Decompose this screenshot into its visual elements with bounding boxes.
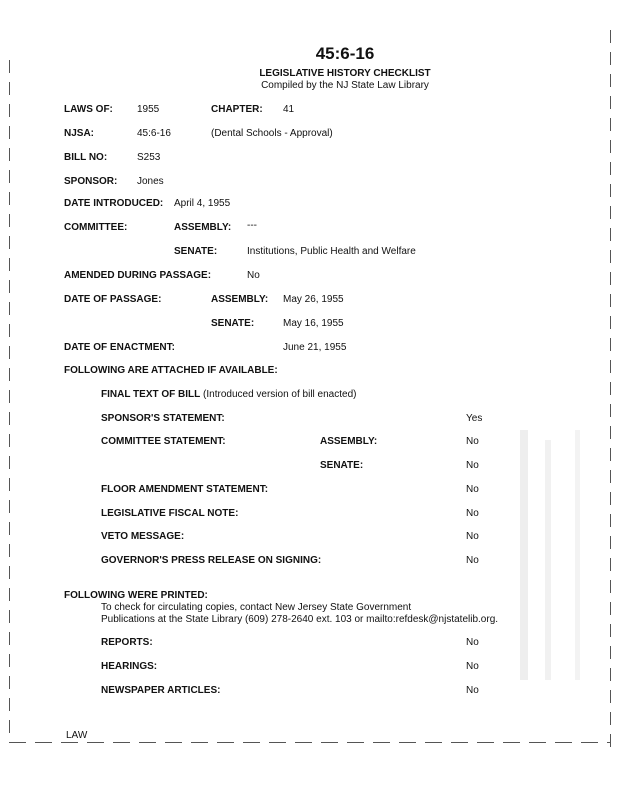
reports-value: No — [466, 637, 479, 648]
reports-label: REPORTS: — [101, 637, 153, 648]
committee-senate-label: SENATE: — [174, 246, 218, 257]
bill-no-label: BILL NO: — [64, 152, 108, 163]
committee-label: COMMITTEE: — [64, 222, 128, 233]
checklist-title: LEGISLATIVE HISTORY CHECKLIST — [259, 68, 431, 79]
committee-assembly-label: ASSEMBLY: — [174, 222, 232, 233]
enactment-value: June 21, 1955 — [283, 342, 347, 353]
fiscal-note-label: LEGISLATIVE FISCAL NOTE: — [101, 508, 239, 519]
scan-artifact — [575, 430, 580, 680]
newspaper-label: NEWSPAPER ARTICLES: — [101, 685, 221, 696]
floor-amendment-label: FLOOR AMENDMENT STATEMENT: — [101, 484, 269, 495]
scan-artifact — [545, 440, 551, 680]
committee-statement-assembly-label: ASSEMBLY: — [320, 436, 378, 447]
scan-artifact — [520, 430, 528, 680]
njsa-value: 45:6-16 — [137, 128, 171, 139]
veto-label: VETO MESSAGE: — [101, 531, 185, 542]
amended-label: AMENDED DURING PASSAGE: — [64, 270, 212, 281]
floor-amendment-value: No — [466, 484, 479, 495]
passage-assembly-value: May 26, 1955 — [283, 294, 344, 305]
amended-value: No — [247, 270, 260, 281]
footer-law-label: LAW — [66, 730, 88, 741]
governor-label: GOVERNOR'S PRESS RELEASE ON SIGNING: — [101, 555, 322, 566]
veto-value: No — [466, 531, 479, 542]
chapter-value: 41 — [283, 104, 295, 115]
bill-no-value: S253 — [137, 152, 161, 163]
attached-heading: FOLLOWING ARE ATTACHED IF AVAILABLE: — [64, 365, 278, 376]
sponsor-value: Jones — [137, 176, 164, 187]
committee-statement-senate-value: No — [466, 460, 479, 471]
committee-statement-label: COMMITTEE STATEMENT: — [101, 436, 226, 447]
compiled-by: Compiled by the NJ State Law Library — [261, 80, 429, 91]
date-introduced-value: April 4, 1955 — [174, 198, 231, 209]
sponsor-label: SPONSOR: — [64, 176, 118, 187]
njsa-description: (Dental Schools - Approval) — [211, 128, 333, 139]
newspaper-value: No — [466, 685, 479, 696]
final-text-label: FINAL TEXT OF BILL — [101, 389, 201, 400]
hearings-label: HEARINGS: — [101, 661, 158, 672]
printed-heading: FOLLOWING WERE PRINTED: — [64, 590, 208, 601]
committee-statement-assembly-value: No — [466, 436, 479, 447]
enactment-label: DATE OF ENACTMENT: — [64, 342, 175, 353]
printed-note-line2: Publications at the State Library (609) 278-2640 ext. 103 or mailto:refdesk@njstatelib.org. — [101, 614, 499, 625]
sponsor-statement-value: Yes — [466, 413, 483, 424]
passage-senate-label: SENATE: — [211, 318, 255, 329]
final-text-note: (Introduced version of bill enacted) — [203, 389, 357, 400]
printed-note-line1: To check for circulating copies, contact New Jersey State Government — [101, 602, 412, 613]
passage-senate-value: May 16, 1955 — [283, 318, 344, 329]
bottom-border-line — [9, 742, 611, 743]
left-border-line — [9, 60, 10, 740]
committee-statement-senate-label: SENATE: — [320, 460, 364, 471]
fiscal-note-value: No — [466, 508, 479, 519]
laws-of-value: 1955 — [137, 104, 160, 115]
sponsor-statement-label: SPONSOR'S STATEMENT: — [101, 413, 225, 424]
date-introduced-label: DATE INTRODUCED: — [64, 198, 164, 209]
hearings-value: No — [466, 661, 479, 672]
chapter-label: CHAPTER: — [211, 104, 263, 115]
final-text-row — [101, 389, 356, 400]
governor-value: No — [466, 555, 479, 566]
statute-number: 45:6-16 — [315, 44, 375, 63]
passage-assembly-label: ASSEMBLY: — [211, 294, 269, 305]
committee-assembly-value: --- — [247, 220, 257, 231]
njsa-label: NJSA: — [64, 128, 95, 139]
committee-senate-value: Institutions, Public Health and Welfare — [247, 246, 416, 257]
passage-label: DATE OF PASSAGE: — [64, 294, 162, 305]
laws-of-label: LAWS OF: — [64, 104, 113, 115]
right-border-line — [610, 30, 611, 750]
